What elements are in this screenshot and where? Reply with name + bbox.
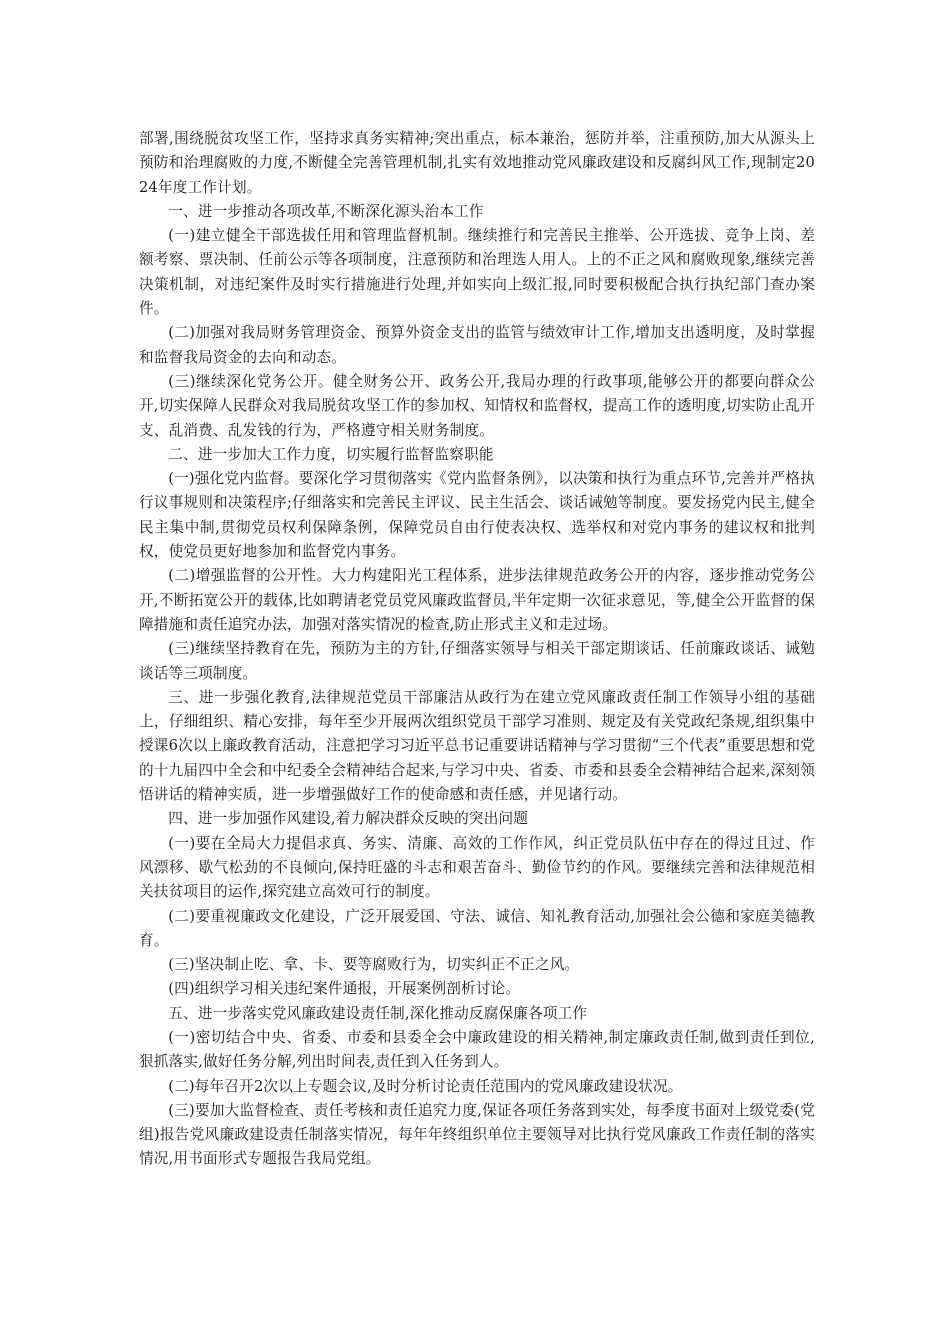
document-body <box>139 127 815 1172</box>
paragraph: (四)组织学习相关违纪案件通报，开展案例剖析讨论。 <box>168 980 521 998</box>
paragraph: (二)加强对我局财务管理资金、预算外资金支出的监管与绩效审计工作,增加支出透明度，及时掌握和监督我局资金的去向和动态。 <box>139 324 815 366</box>
paragraph: (二)增强监督的公开性。大力构建阳光工程体系，进步法律规范政务公开的内容，逐步推动党务公开,不断拓宽公开的载体,比如聘请老党员党风廉政监督员,半年定期一次征求意见，等,健全公开监督的保障措施和责任追究办法，加强对落实情况的检查,防止形式主义和走过场。 <box>139 567 815 633</box>
paragraph: (一)密切结合中央、省委、市委和县委全会中廉政建设的相关精神,制定廉政责任制,做到责任到位,狠抓落实,做好任务分解,列出时间表,责任到入任务到人。 <box>139 1028 815 1071</box>
section-heading: 一、进一步推动各项改革,不断深化源头治本工作 <box>168 202 484 220</box>
paragraph: (三)继续深化党务公开。健全财务公开、政务公开,我局办理的行政事项,能够公开的都要向群众公开,切实保障人民群众对我局脱贫攻坚工作的参加权、知情权和监督权，提高工作的透明度,切实防止乱开支、乱消费、乱发钱的行为，严格遵守相关财务制度。 <box>139 372 815 439</box>
section-heading: 三、进一步强化教育,法律规范党员干部廉洁从政行为在建立党风廉政责任制工作领导小组的基础上，仔细组织、精心安排，每年至少开展两次组织党员干部学习准则、规定及有关党政纪条规,组织集中授课6次以上廉政教育活动，注意把学习习近平总书记重要讲话精神与学习贯彻“三个代表”重要思想和党的十九届四中全会和中纪委全会精神结合起来,与学习中央、省委、市委和县委全会精神结合起来,深刻领悟讲话的精神实质，进一步增强做好工作的使命感和责任感，并见诸行动。 <box>139 688 815 804</box>
paragraph: (三)继续坚持教育在先，预防为主的方针,仔细落实领导与相关干部定期谈话、任前廉政谈话、诫勉谈话等三项制度。 <box>139 640 815 682</box>
paragraph: (三)坚决制止吃、拿、卡、要等腐败行为，切实纠正不正之风。 <box>168 956 580 974</box>
paragraph: (三)要加大监督检查、责任考核和责任追究力度,保证各项任务落到实处，每季度书面对上级党委(党组)报告党风廉政建设责任制落实情况，每年年终组织单位主要领导对比执行党风廉政工作责任制的落实情况,用书面形式专题报告我局党组。 <box>139 1101 815 1168</box>
section-heading: 二、进一步加大工作力度，切实履行监督监察职能 <box>168 445 494 463</box>
paragraph: 部署,围绕脱贫攻坚工作，坚持求真务实精神;突出重点，标本兼治，惩防并举，注重预防,加大从源头上预防和治理腐败的力度,不断健全完善管理机制,扎实有效地推动党风廉政建设和反腐纠风工作,现制定2024年度工作计划。 <box>139 130 815 196</box>
section-heading: 四、进一步加强作风建设,着力解决群众反映的突出问题 <box>168 810 529 828</box>
paragraph: (一)建立健全干部选拔任用和管理监督机制。继续推行和完善民主推举、公开选拔、竞争上岗、差额考察、票决制、任前公示等各项制度，注意预防和治理选人用人。上的不正之风和腐败现象,继续完善决策机制，对违纪案件及时实行措施进行处理,并如实向上级汇报,同时要积极配合执行执纪部门查办案件。 <box>139 227 815 318</box>
paragraph: (一)要在全局大力提倡求真、务实、清廉、高效的工作作风，纠正党员队伍中存在的得过且过、作风漂移、歇气松劲的不良倾向,保持旺盛的斗志和艰苦奋斗、勤俭节约的作风。要继续完善和法律规范相关扶贫项目的运作,探究建立高效可行的制度。 <box>139 834 815 901</box>
paragraph: (二)每年召开2次以上专题会议,及时分析讨论责任范围内的党风廉政建设状况。 <box>168 1077 683 1095</box>
paragraph: (一)强化党内监督。要深化学习贯彻落实《党内监督条例》，以决策和执行为重点环节,完善并严格执行议事规则和决策程序;仔细落实和完善民主评议、民主生活会、谈话诫勉等制度。要发扬党内民主,健全民主集中制,贯彻党员权利保障条例，保障党员自由行使表决权、选举权和对党内事务的建议权和批判权，使党员更好地参加和监督党内事务。 <box>139 470 815 561</box>
section-heading: 五、进一步落实党风廉政建设责任制,深化推动反腐保廉各项工作 <box>168 1004 588 1022</box>
paragraph: (二)要重视廉政文化建设，广泛开展爱国、守法、诚信、知礼教育活动,加强社会公德和家庭美德教育。 <box>139 907 815 949</box>
